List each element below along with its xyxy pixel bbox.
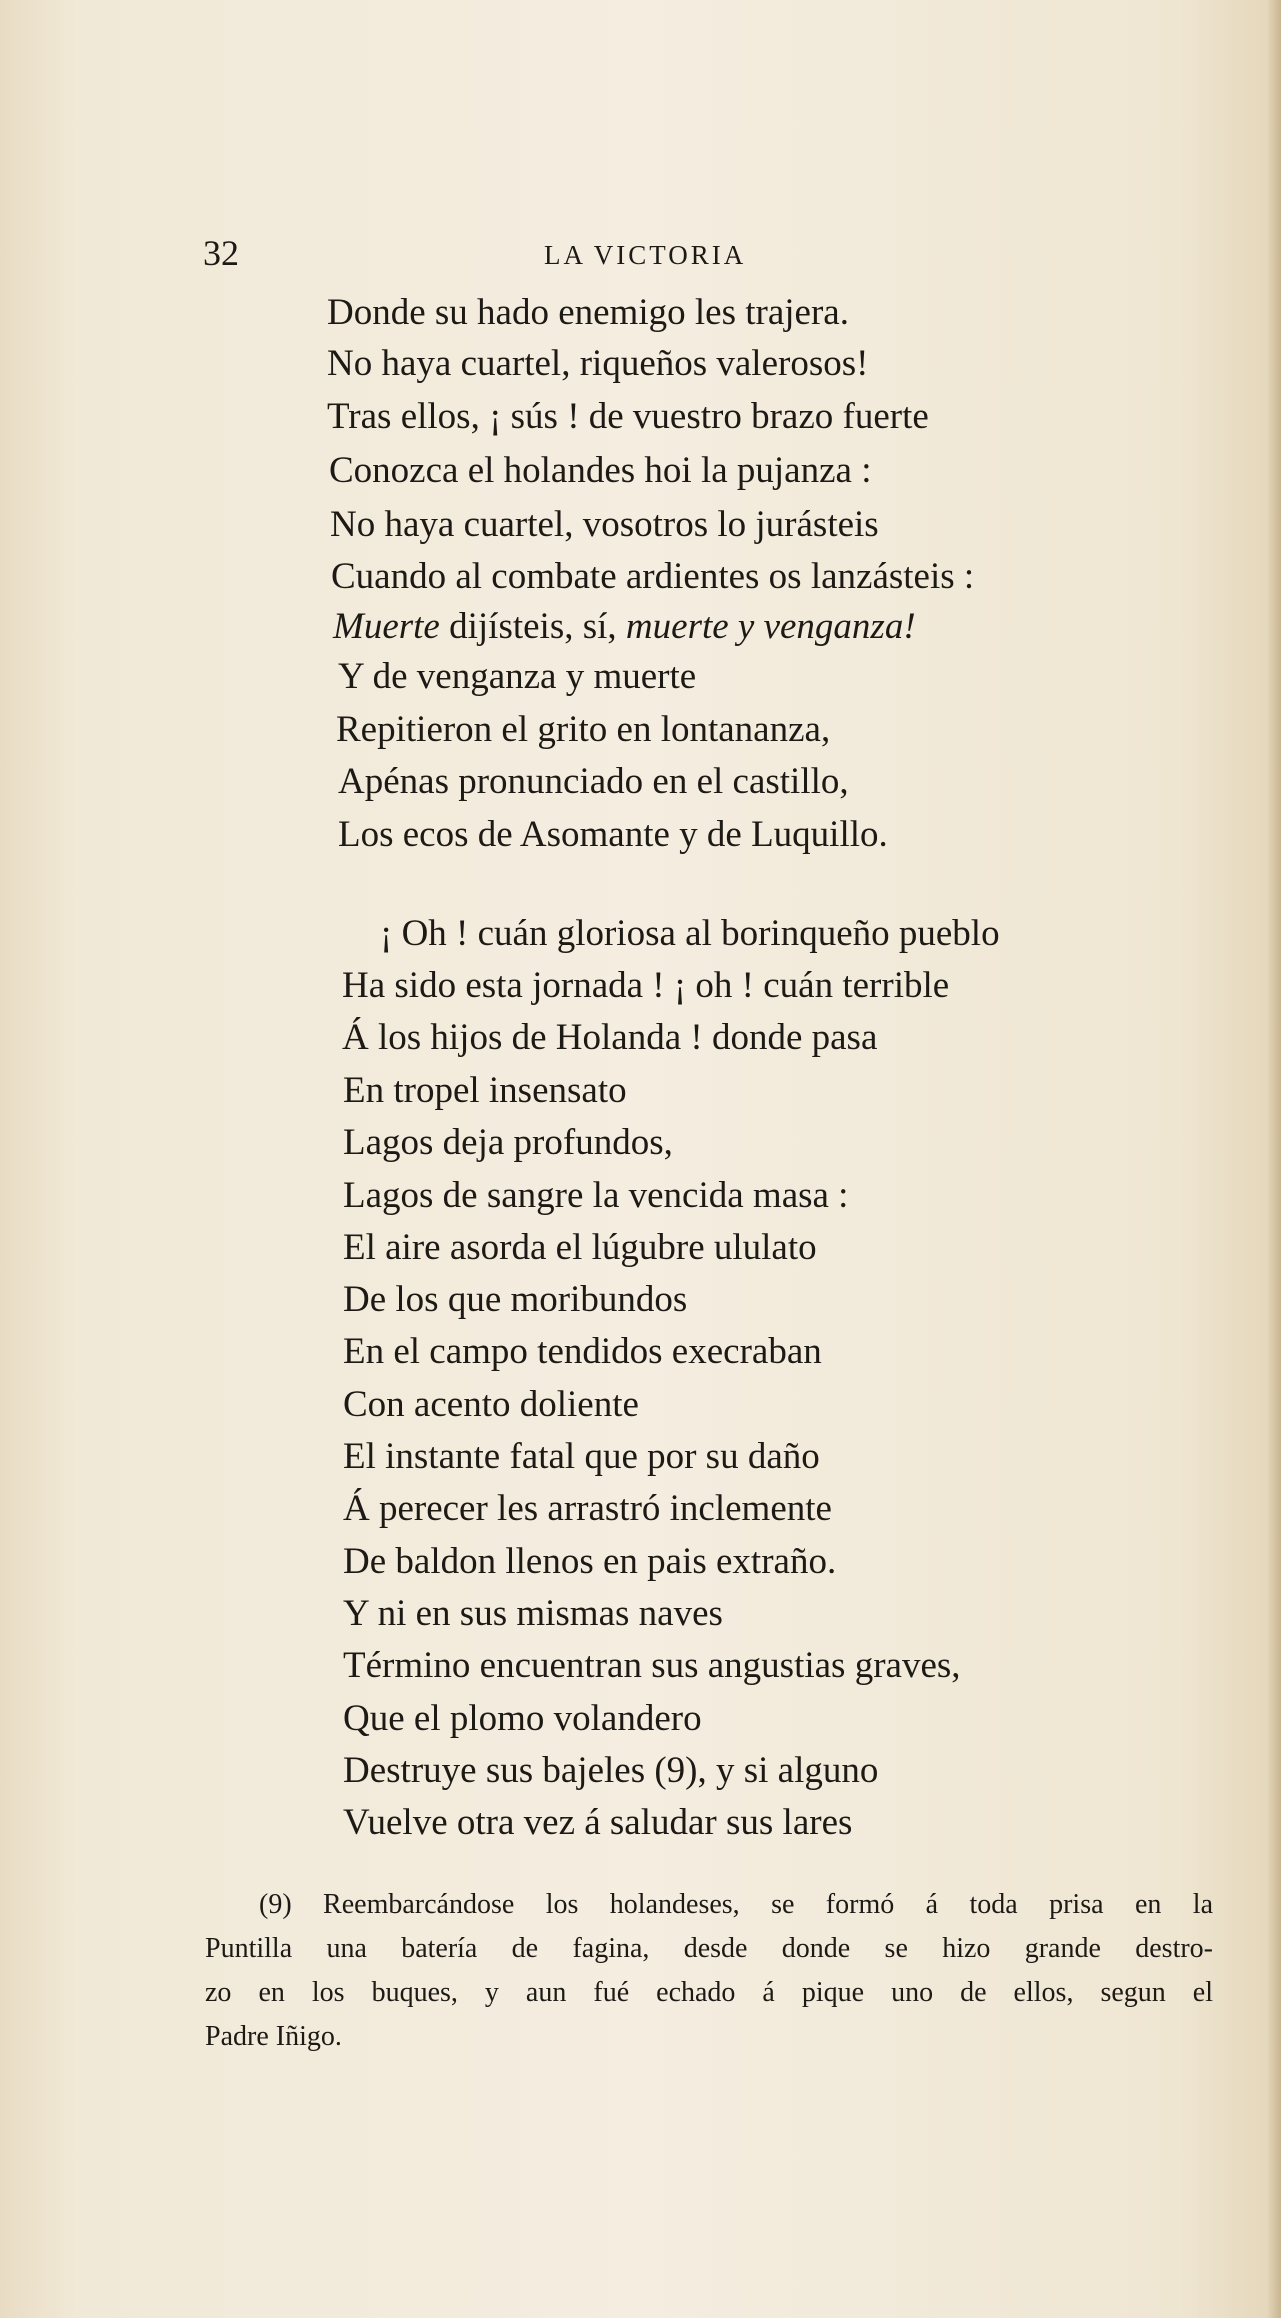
footnote-line: Padre Iñigo. <box>205 2021 342 2052</box>
roman-segment: dijísteis, sí, <box>439 606 626 647</box>
verse-line: ¡ Oh ! cuán gloriosa al borinqueño pueblo <box>380 913 1000 954</box>
verse-line: Lagos de sangre la vencida masa : <box>343 1175 849 1216</box>
verse-line: No haya cuartel, riqueños valerosos! <box>327 343 869 384</box>
verse-line: En tropel insensato <box>343 1070 627 1111</box>
verse-line: Cuando al combate ardientes os lanzásteis : <box>331 556 975 597</box>
italic-word: Muerte <box>333 606 440 647</box>
verse-line: Y de venganza y muerte <box>338 656 697 697</box>
verse-line: Término encuentran sus angustias graves, <box>343 1645 961 1686</box>
verse-line: Á los hijos de Holanda ! donde pasa <box>342 1017 878 1058</box>
verse-line: Destruye sus bajeles (9), y si alguno <box>343 1750 879 1791</box>
verse-line: El aire asorda el lúgubre ululato <box>343 1227 817 1268</box>
verse-line: De los que moribundos <box>343 1279 688 1320</box>
footnote-line: Puntilla una batería de fagina, desde donde se hizo grande destro- <box>205 1933 1213 1964</box>
verse-line-italic-mix <box>333 602 916 652</box>
verse-line: Á perecer les arrastró inclemente <box>343 1488 832 1529</box>
verse-line: En el campo tendidos execraban <box>343 1331 822 1372</box>
verse-line: Tras ellos, ¡ sús ! de vuestro brazo fuerte <box>327 396 929 437</box>
verse-line: Lagos deja profundos, <box>343 1122 673 1163</box>
verse-line: No haya cuartel, vosotros lo jurásteis <box>330 504 879 545</box>
verse-line: Con acento doliente <box>343 1384 639 1425</box>
verse-line: El instante fatal que por su daño <box>343 1436 820 1477</box>
verse-line: Vuelve otra vez á saludar sus lares <box>343 1802 853 1843</box>
footnote-line: (9) Reembarcándose los holandeses, se formó á toda prisa en la <box>259 1889 1213 1920</box>
verse-line: De baldon llenos en pais extraño. <box>343 1541 837 1582</box>
page-number: 32 <box>203 233 239 273</box>
verse-line: Apénas pronunciado en el castillo, <box>338 761 849 802</box>
italic-phrase: muerte y venganza! <box>625 606 916 647</box>
verse-line: Conozca el holandes hoi la pujanza : <box>329 450 872 491</box>
footnote <box>205 1883 1213 2059</box>
verse-line: Y ni en sus mismas naves <box>343 1593 723 1634</box>
verse-line: Ha sido esta jornada ! ¡ oh ! cuán terrible <box>342 965 950 1006</box>
verse-line: Repitieron el grito en lontananza, <box>336 709 831 750</box>
verse-line: Los ecos de Asomante y de Luquillo. <box>338 814 888 855</box>
verse-line: Donde su hado enemigo les trajera. <box>327 292 849 333</box>
verse-line: Que el plomo volandero <box>343 1698 702 1739</box>
page-header-title: LA VICTORIA <box>544 240 747 270</box>
footnote-line: zo en los buques, y aun fué echado á pique uno de ellos, segun el <box>205 1977 1213 2008</box>
